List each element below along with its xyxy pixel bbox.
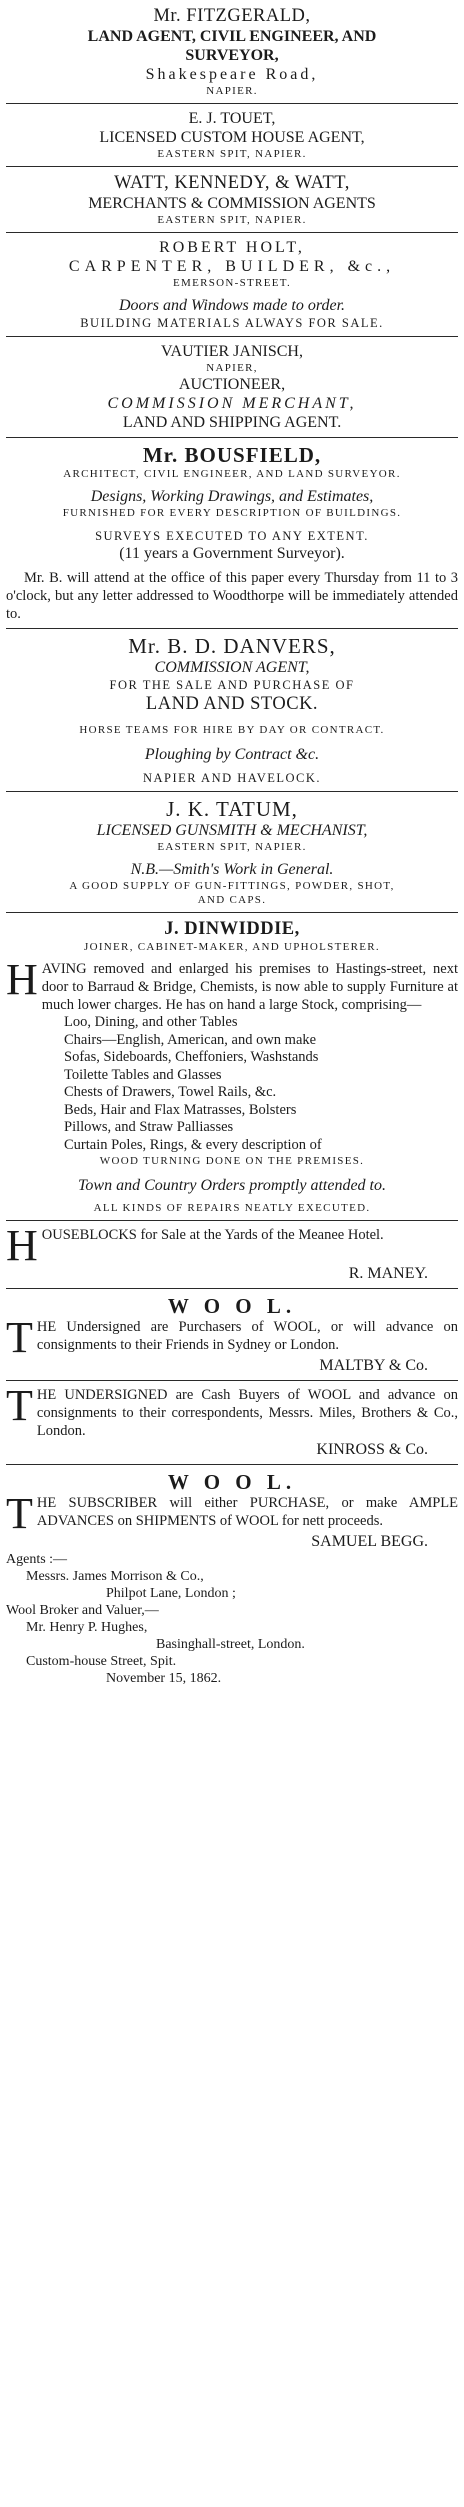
- ad-name: WATT, KENNEDY, & WATT,: [114, 173, 350, 193]
- ad-danvers: [6, 629, 458, 792]
- ad-signature: SAMUEL BEGG.: [311, 1533, 428, 1550]
- drop-cap: H: [6, 1221, 38, 1270]
- ad-name: Mr. B. D. DANVERS,: [128, 634, 336, 658]
- ad-signature: R. MANEY.: [348, 1265, 428, 1282]
- ad-janisch: [6, 337, 458, 438]
- ad-name: Mr. FITZGERALD,: [153, 6, 311, 26]
- ad-line: BUILDING MATERIALS ALWAYS FOR SALE.: [80, 316, 384, 330]
- ad-line: HORSE TEAMS FOR HIRE BY DAY OR CONTRACT.: [79, 724, 385, 736]
- ad-watt-kennedy: [6, 167, 458, 233]
- ad-name: VAUTIER JANISCH,: [161, 343, 303, 360]
- agent-line: Philpot Lane, London ;: [106, 1586, 236, 1601]
- ad-fitzgerald: [6, 0, 458, 104]
- ad-line: SURVEYOR,: [185, 47, 279, 64]
- ad-touet: [6, 104, 458, 167]
- ad-line: WOOD TURNING DONE ON THE PREMISES.: [99, 1155, 365, 1167]
- ad-line: JOINER, CABINET-MAKER, AND UPHOLSTERER.: [84, 941, 380, 953]
- ad-address: EMERSON-STREET.: [173, 277, 291, 289]
- agent-address: Custom-house Street, Spit.: [26, 1654, 177, 1669]
- ad-line: NAPIER AND HAVELOCK.: [142, 771, 322, 785]
- ad-line: Doors and Windows made to order.: [118, 297, 346, 314]
- list-item: Loo, Dining, and other Tables: [64, 1014, 238, 1030]
- ad-signature: KINROSS & Co.: [316, 1441, 428, 1458]
- list-item: Sofas, Sideboards, Cheffoniers, Washstands: [64, 1049, 319, 1065]
- agent-line: Wool Broker and Valuer,—: [6, 1603, 159, 1618]
- ad-line: (11 years a Government Surveyor).: [119, 545, 345, 562]
- drop-cap: H: [6, 955, 38, 1004]
- ad-line: FOR THE SALE AND PURCHASE OF: [109, 678, 355, 692]
- list-item: Chests of Drawers, Towel Rails, &c.: [64, 1084, 277, 1100]
- ad-maney: [6, 1221, 458, 1289]
- ad-line: COMMISSION MERCHANT,: [107, 395, 357, 412]
- ad-holt: [6, 233, 458, 337]
- ad-line: LAND AGENT, CIVIL ENGINEER, AND: [87, 28, 377, 45]
- ad-line: AND CAPS.: [197, 894, 267, 906]
- ad-name: ROBERT HOLT,: [159, 239, 305, 256]
- ad-name: Mr. BOUSFIELD,: [142, 443, 322, 467]
- ad-line: ALL KINDS OF REPAIRS NEATLY EXECUTED.: [93, 1202, 371, 1214]
- drop-cap: T: [6, 1381, 33, 1430]
- ad-line: N.B.—Smith's Work in General.: [130, 861, 334, 878]
- ad-town: NAPIER,: [206, 362, 258, 374]
- drop-cap: T: [6, 1489, 33, 1538]
- agent-line: Basinghall-street, London.: [156, 1637, 305, 1652]
- ad-kinross: [6, 1381, 458, 1465]
- ad-body: [6, 955, 458, 1014]
- ad-body-text: HE Undersigned are Purchasers of WOOL, or will advance on consignments to their Friends in Sydney or London.: [36, 1319, 458, 1353]
- ad-name: E. J. TOUET,: [188, 110, 276, 127]
- ad-line: LICENSED CUSTOM HOUSE AGENT,: [99, 129, 365, 146]
- list-item: Chairs—English, American, and own make: [64, 1031, 317, 1048]
- ad-body-text: HE UNDERSIGNED are Cash Buyers of WOOL and advance on consignments to their correspondents, Messrs. Miles, Brothers & Co., London.: [36, 1387, 458, 1439]
- ad-body: [6, 1489, 458, 1538]
- ad-line: AUCTIONEER,: [178, 376, 286, 393]
- agents-label: Agents :—: [6, 1552, 68, 1567]
- agents-list: [6, 1551, 458, 1687]
- ad-title: W O O L.: [167, 1470, 297, 1494]
- ad-dinwiddie: [6, 913, 458, 1221]
- ad-body-text: AVING removed and enlarged his premises to Hastings-street, next door to Barraud & Bridge, Chemists, is now able to supply Furniture at much lower charges. He has on hand a large Stock, comprising—: [41, 961, 458, 1013]
- ad-line: CARPENTER, BUILDER, &c.,: [68, 258, 396, 275]
- ad-line: LICENSED GUNSMITH & MECHANIST,: [96, 822, 368, 839]
- ad-line: Town and Country Orders promptly attended to.: [77, 1177, 386, 1194]
- ad-signature: MALTBY & Co.: [319, 1357, 428, 1374]
- ad-begg: [6, 1465, 458, 1692]
- ad-body-text: OUSEBLOCKS for Sale at the Yards of the Meanee Hotel.: [41, 1227, 384, 1243]
- ad-line: COMMISSION AGENT,: [154, 659, 310, 676]
- ad-address: EASTERN SPIT, NAPIER.: [157, 214, 307, 226]
- agent-line: Messrs. James Morrison & Co.,: [26, 1569, 204, 1584]
- ad-name: J. K. TATUM,: [166, 797, 298, 821]
- ad-line: Ploughing by Contract &c.: [144, 746, 320, 763]
- ad-maltby: [6, 1289, 458, 1381]
- item-list: [6, 1014, 458, 1154]
- list-item: Curtain Poles, Rings, & every description of: [64, 1136, 322, 1153]
- ad-address: EASTERN SPIT, NAPIER.: [157, 841, 307, 853]
- ad-name: J. DINWIDDIE,: [164, 919, 300, 939]
- ad-line: SURVEYS EXECUTED TO ANY EXTENT.: [95, 529, 369, 543]
- ad-body: [6, 1381, 458, 1440]
- ad-address: Shakespeare Road,: [145, 66, 319, 83]
- drop-cap: T: [6, 1313, 33, 1362]
- ad-line: A GOOD SUPPLY OF GUN-FITTINGS, POWDER, SHOT,: [69, 880, 395, 892]
- ad-line: Designs, Working Drawings, and Estimates,: [90, 488, 374, 505]
- ad-line: LAND AND SHIPPING AGENT.: [122, 414, 342, 431]
- agent-line: Mr. Henry P. Hughes,: [26, 1620, 148, 1635]
- list-item: Beds, Hair and Flax Matrasses, Bolsters: [64, 1101, 297, 1118]
- ad-line: LAND AND STOCK.: [145, 694, 319, 714]
- ad-line: MERCHANTS & COMMISSION AGENTS: [88, 195, 376, 212]
- ad-line: ARCHITECT, CIVIL ENGINEER, AND LAND SURVEYOR.: [63, 468, 401, 480]
- ad-body: [6, 1221, 458, 1270]
- ad-bousfield: [6, 438, 458, 629]
- ad-address: EASTERN SPIT, NAPIER.: [157, 148, 307, 160]
- ad-town: NAPIER.: [206, 85, 258, 97]
- ad-title: W O O L.: [167, 1294, 297, 1318]
- ad-body-text: HE SUBSCRIBER will either PURCHASE, or make AMPLE ADVANCES on SHIPMENTS of WOOL for nett proceeds.: [36, 1495, 458, 1529]
- ad-body: Mr. B. will attend at the office of this paper every Thursday from 11 to 3 o'clock, but any letter addressed to Woodthorpe will be immediately attended to.: [6, 570, 458, 622]
- list-item: Pillows, and Straw Palliasses: [64, 1119, 234, 1135]
- list-item: Toilette Tables and Glasses: [64, 1066, 222, 1083]
- ad-line: FURNISHED FOR EVERY DESCRIPTION OF BUILDINGS.: [62, 507, 402, 519]
- agent-date: November 15, 1862.: [106, 1671, 222, 1686]
- ad-body: [6, 1313, 458, 1362]
- ad-tatum: [6, 792, 458, 913]
